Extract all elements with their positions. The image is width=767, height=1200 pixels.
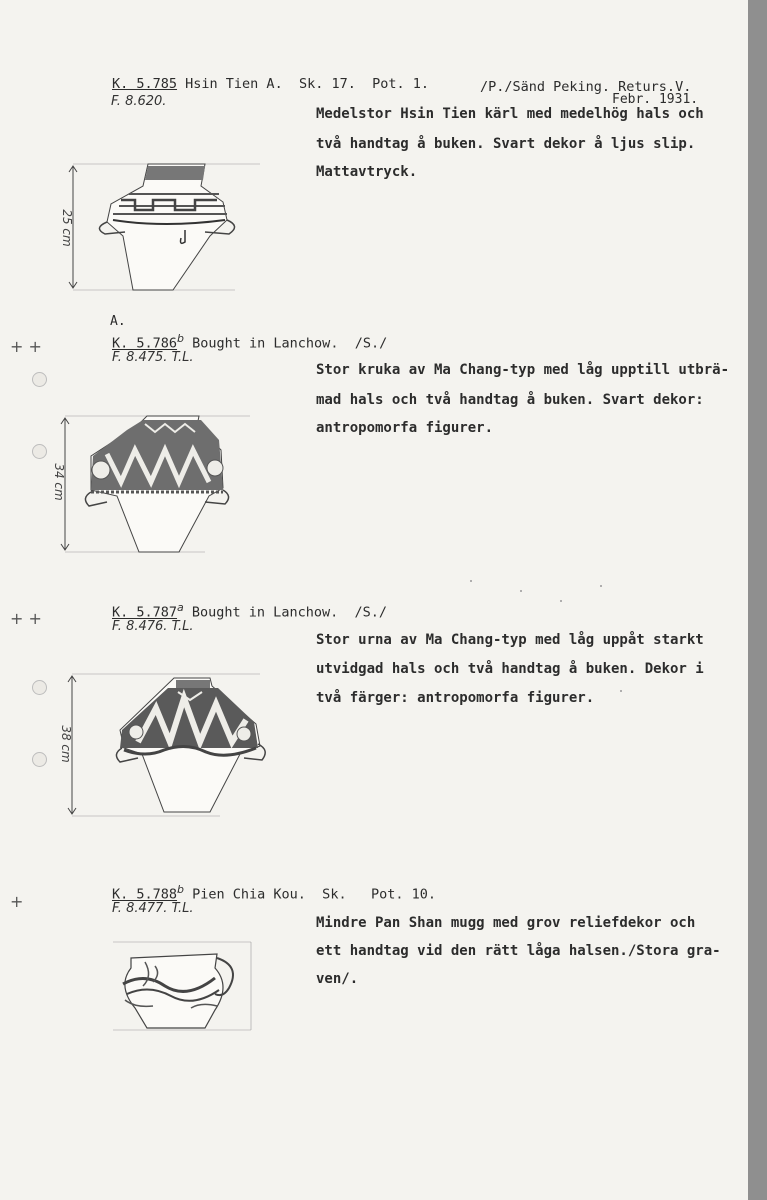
svg-text:34 cm: 34 cm — [52, 463, 66, 501]
paper-speck — [560, 600, 562, 602]
svg-text:38 cm: 38 cm — [59, 725, 73, 763]
entry-3-initials: T.L. — [171, 619, 194, 634]
binder-hole — [32, 444, 47, 459]
entry-4-f-number-value: F. 8.477. — [112, 901, 168, 916]
entry-2-margin-marks: + + — [10, 337, 42, 356]
entry-2-f-number — [112, 350, 193, 365]
paper-speck — [620, 690, 622, 692]
entry-4-margin-marks: + — [10, 892, 24, 911]
entry-1-header — [112, 76, 429, 92]
entry-2-suffix-mark: b — [177, 332, 185, 345]
entry-4-line-2: ett handtag vid den rätt låga halsen./Stora gra- — [316, 943, 721, 959]
entry-3-margin-marks: + + — [10, 609, 42, 628]
entry-2-header-rest: Bought in Lanchow. /S./ — [184, 335, 388, 352]
paper-speck — [520, 590, 522, 592]
binder-hole — [32, 680, 47, 695]
entry-4-header-rest: Pien Chia Kou. Sk. Pot. 10. — [184, 886, 436, 903]
entry-3-vessel-drawing — [60, 668, 270, 823]
entry-3-f-number — [112, 619, 193, 634]
entry-1-header-rest: Hsin Tien A. Sk. 17. Pot. 1. — [177, 76, 429, 92]
entry-1-date: Febr. 1931. — [612, 92, 699, 107]
entry-3-suffix-mark: a — [177, 601, 184, 614]
entry-1-catalog-number: K. 5.785 — [112, 76, 178, 92]
entry-2-line-2: mad hals och två handtag å buken. Svart dekor: — [316, 392, 704, 408]
entry-1-vessel-drawing — [55, 158, 265, 298]
entry-2-initials: T.L. — [171, 350, 194, 365]
entry-4-line-3: ven/. — [316, 971, 359, 987]
entry-3-line-1: Stor urna av Ma Chang-typ med låg uppåt starkt — [316, 632, 704, 648]
svg-text:25 cm: 25 cm — [60, 209, 74, 247]
entry-3-f-number-value: F. 8.476. — [112, 619, 168, 634]
entry-4-suffix-mark: b — [177, 883, 185, 896]
entry-2-f-number-value: F. 8.475. — [112, 350, 168, 365]
paper-speck — [600, 585, 602, 587]
entry-2-line-3: antropomorfa figurer. — [316, 420, 494, 436]
entry-2-header — [112, 332, 387, 352]
entry-4-line-1: Mindre Pan Shan mugg med grov reliefdekor och — [316, 915, 696, 931]
entry-2-height-label — [52, 463, 66, 500]
entry-2-prefix: A. — [110, 314, 126, 329]
entry-3-catalog-number: K. 5.787 — [112, 604, 178, 621]
entry-3-line-2: utvidgad hals och två handtag å buken. Dekor i — [316, 661, 704, 677]
entry-1-header-right: /P./Sänd Peking. Returs.V. — [480, 79, 692, 95]
entry-2-catalog-number: K. 5.786 — [112, 335, 178, 352]
entry-4-catalog-number: K. 5.788 — [112, 886, 178, 903]
entry-4-f-number — [112, 901, 193, 916]
entry-2-vessel-drawing — [52, 410, 255, 560]
entry-1-line-3: Mattavtryck. — [316, 164, 418, 180]
entry-1-height-label — [60, 209, 74, 246]
entry-1-line-1: Medelstor Hsin Tien kärl med medelhög hals och — [316, 106, 704, 122]
paper-speck — [470, 580, 472, 582]
entry-1-line-2: två handtag å buken. Svart dekor å ljus slip. — [316, 136, 696, 152]
entry-3-header — [112, 601, 387, 621]
entry-1-f-number: F. 8.620. — [111, 94, 167, 109]
entry-2-line-1: Stor kruka av Ma Chang-typ med låg upptill utbrä- — [316, 362, 730, 378]
entry-3-header-rest: Bought in Lanchow. /S./ — [183, 604, 387, 621]
entry-4-vessel-drawing — [105, 936, 255, 1036]
entry-4-initials: T.L. — [171, 901, 194, 916]
entry-4-header — [112, 883, 436, 903]
binder-hole — [32, 752, 47, 767]
entry-3-line-3: två färger: antropomorfa figurer. — [316, 690, 595, 706]
binder-hole — [32, 372, 47, 387]
entry-3-height-label — [59, 725, 73, 762]
